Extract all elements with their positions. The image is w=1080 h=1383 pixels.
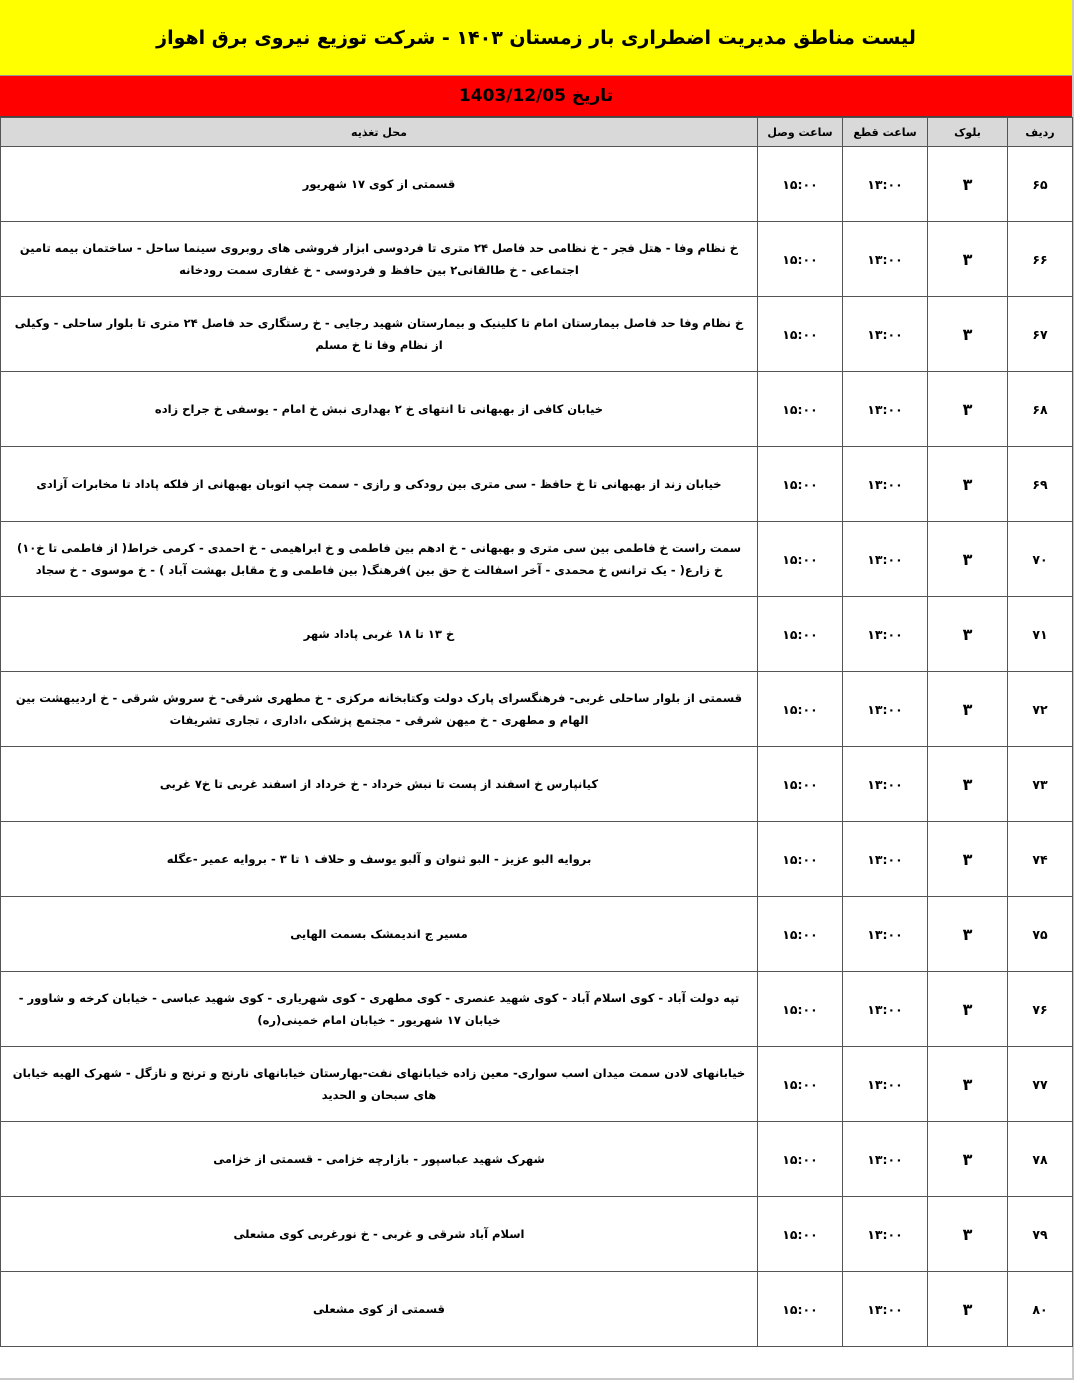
block-cell: ۳: [928, 147, 1008, 222]
connect-time-cell: ۱۵:۰۰: [758, 1272, 843, 1347]
block-cell: ۳: [928, 1197, 1008, 1272]
connect-time-cell: ۱۵:۰۰: [758, 1197, 843, 1272]
cut-time-cell: ۱۳:۰۰: [843, 1122, 928, 1197]
area-cell: سمت راست خ فاطمی بین سی متری و بهبهانی - خ ادهم بین فاطمی و خ ابراهیمی - خ احمدی - کرمی خراط( از فاطمی تا خ۱۰) خ زارع( - یک ترانس خ محمدی - آخر اسفالت خ حق بین )فرهنگ( بین فاطمی و خ مقابل بهشت آباد ) - خ موسوی - خ سجاد: [1, 522, 758, 597]
area-cell: قسمتی از بلوار ساحلی غربی- فرهنگسرای پارک دولت وکتابخانه مرکزی - خ مطهری شرقی- خ سروش شرقی - خ اردیبهشت بین الهام و مطهری - خ میهن شرقی - مجتمع پزشکی ،اداری ، تجاری تشریفات: [1, 672, 758, 747]
connect-time-cell: ۱۵:۰۰: [758, 672, 843, 747]
table-row: [1, 597, 1073, 672]
table-row: [1, 672, 1073, 747]
row-number-cell: ۷۷: [1008, 1047, 1073, 1122]
connect-time-cell: ۱۵:۰۰: [758, 597, 843, 672]
row-number-cell: ۷۵: [1008, 897, 1073, 972]
connect-time-cell: ۱۵:۰۰: [758, 972, 843, 1047]
block-cell: ۳: [928, 972, 1008, 1047]
area-cell: کیانپارس خ اسفند از پست تا نبش خرداد - خ خرداد از اسفند غربی تا خ۷ غربی: [1, 747, 758, 822]
table-row: [1, 897, 1073, 972]
block-cell: ۳: [928, 447, 1008, 522]
block-cell: ۳: [928, 222, 1008, 297]
cut-time-cell: ۱۳:۰۰: [843, 747, 928, 822]
block-cell: ۳: [928, 372, 1008, 447]
cut-time-cell: ۱۳:۰۰: [843, 597, 928, 672]
row-number-cell: ۶۸: [1008, 372, 1073, 447]
table-row: [1, 1272, 1073, 1347]
cut-time-cell: ۱۳:۰۰: [843, 1272, 928, 1347]
cut-time-cell: ۱۳:۰۰: [843, 1197, 928, 1272]
table-row: [1, 522, 1073, 597]
connect-time-cell: ۱۵:۰۰: [758, 1122, 843, 1197]
area-cell: خیابانهای لادن سمت میدان اسب سواری- معین زاده خیابانهای نفت-بهارستان خیابانهای نارنج و ترنج و نازگل - شهرک الهیه خیابان های سبحان و الحدید: [1, 1047, 758, 1122]
row-number-cell: ۶۶: [1008, 222, 1073, 297]
row-number-cell: ۷۳: [1008, 747, 1073, 822]
block-cell: ۳: [928, 747, 1008, 822]
connect-time-cell: ۱۵:۰۰: [758, 747, 843, 822]
connect-time-cell: ۱۵:۰۰: [758, 1047, 843, 1122]
row-number-cell: ۶۵: [1008, 147, 1073, 222]
connect-time-cell: ۱۵:۰۰: [758, 372, 843, 447]
area-cell: قسمتی از کوی مشعلی: [1, 1272, 758, 1347]
table-row: [1, 972, 1073, 1047]
document-title: [0, 0, 1072, 76]
block-cell: ۳: [928, 297, 1008, 372]
row-number-cell: ۸۰: [1008, 1272, 1073, 1347]
block-cell: ۳: [928, 597, 1008, 672]
table-row: [1, 1122, 1073, 1197]
block-cell: ۳: [928, 897, 1008, 972]
row-number-cell: ۶۹: [1008, 447, 1073, 522]
cut-time-cell: ۱۳:۰۰: [843, 372, 928, 447]
cut-time-cell: ۱۳:۰۰: [843, 297, 928, 372]
table-row: [1, 222, 1073, 297]
block-cell: ۳: [928, 1122, 1008, 1197]
row-number-cell: ۷۹: [1008, 1197, 1073, 1272]
col-header-cut-time: ساعت قطع: [843, 118, 928, 147]
area-cell: قسمتی از کوی ۱۷ شهریور: [1, 147, 758, 222]
connect-time-cell: ۱۵:۰۰: [758, 297, 843, 372]
row-number-cell: ۷۶: [1008, 972, 1073, 1047]
table-row: [1, 747, 1073, 822]
cut-time-cell: ۱۳:۰۰: [843, 672, 928, 747]
row-number-cell: ۷۲: [1008, 672, 1073, 747]
row-number-cell: ۷۱: [1008, 597, 1073, 672]
area-cell: اسلام آباد شرقی و غربی - خ نورغربی کوی مشعلی: [1, 1197, 758, 1272]
block-cell: ۳: [928, 1047, 1008, 1122]
table-row: [1, 447, 1073, 522]
row-number-cell: ۷۸: [1008, 1122, 1073, 1197]
table-row: [1, 1197, 1073, 1272]
col-header-row: ردیف: [1008, 118, 1073, 147]
area-cell: خیابان زند از بهبهانی تا خ حافظ - سی متری بین رودکی و رازی - سمت چپ اتوبان بهبهانی از فلکه پاداد تا مخابرات آزادی: [1, 447, 758, 522]
table-body: [1, 147, 1073, 1347]
col-header-connect-time: ساعت وصل: [758, 118, 843, 147]
area-cell: بروایه البو عزیز - البو ثنوان و آلبو یوسف و حلاف ۱ تا ۳ - بروایه عمیر -عگله: [1, 822, 758, 897]
block-cell: ۳: [928, 1272, 1008, 1347]
connect-time-cell: ۱۵:۰۰: [758, 222, 843, 297]
cut-time-cell: ۱۳:۰۰: [843, 1047, 928, 1122]
area-cell: خ نظام وفا - هتل فجر - خ نظامی حد فاصل ۲۴ متری تا فردوسی ابزار فروشی های روبروی سینما ساحل - ساختمان بیمه تامین اجتماعی - خ طالقانی۲ بین حافظ و فردوسی - خ غفاری سمت رودخانه: [1, 222, 758, 297]
date-text: تاریخ 1403/12/05: [458, 86, 614, 106]
cut-time-cell: ۱۳:۰۰: [843, 822, 928, 897]
col-header-block: بلوک: [928, 118, 1008, 147]
area-cell: خیابان کافی از بهبهانی تا انتهای خ ۲ بهداری نبش خ امام - یوسفی خ جراح زاده: [1, 372, 758, 447]
row-number-cell: ۶۷: [1008, 297, 1073, 372]
row-number-cell: ۷۴: [1008, 822, 1073, 897]
connect-time-cell: ۱۵:۰۰: [758, 147, 843, 222]
block-cell: ۳: [928, 672, 1008, 747]
cut-time-cell: ۱۳:۰۰: [843, 147, 928, 222]
area-cell: خ ۱۳ تا ۱۸ غربی پاداد شهر: [1, 597, 758, 672]
cut-time-cell: ۱۳:۰۰: [843, 897, 928, 972]
table-row: [1, 147, 1073, 222]
cut-time-cell: ۱۳:۰۰: [843, 222, 928, 297]
cut-time-cell: ۱۳:۰۰: [843, 522, 928, 597]
cut-time-cell: ۱۳:۰۰: [843, 447, 928, 522]
document-title-text: لیست مناطق مدیریت اضطراری بار زمستان ۱۴۰۳ - شرکت توزیع نیروی برق اهواز: [156, 26, 916, 49]
row-number-cell: ۷۰: [1008, 522, 1073, 597]
col-header-area: محل تغذیه: [1, 118, 758, 147]
connect-time-cell: ۱۵:۰۰: [758, 447, 843, 522]
connect-time-cell: ۱۵:۰۰: [758, 897, 843, 972]
block-cell: ۳: [928, 522, 1008, 597]
area-cell: خ نظام وفا حد فاصل بیمارستان امام تا کلینیک و بیمارستان شهید رجایی - خ رستگاری حد فاصل ۲۴ متری تا بلوار ساحلی - وکیلی از نظام وفا تا خ مسلم: [1, 297, 758, 372]
table-row: [1, 297, 1073, 372]
area-cell: مسیر ج اندیمشک بسمت الهایی: [1, 897, 758, 972]
table-row: [1, 1047, 1073, 1122]
area-cell: تپه دولت آباد - کوی اسلام آباد - کوی شهید عنصری - کوی مطهری - کوی شهریاری - کوی شهید عباسی - خیابان کرخه و شاوور - خیابان ۱۷ شهریور - خیابان امام خمینی(ره): [1, 972, 758, 1047]
schedule-table: [0, 117, 1073, 1347]
connect-time-cell: ۱۵:۰۰: [758, 822, 843, 897]
date-banner: [0, 76, 1072, 117]
table-row: [1, 822, 1073, 897]
block-cell: ۳: [928, 822, 1008, 897]
area-cell: شهرک شهید عباسپور - بازارچه خزامی - قسمتی از خزامی: [1, 1122, 758, 1197]
cut-time-cell: ۱۳:۰۰: [843, 972, 928, 1047]
connect-time-cell: ۱۵:۰۰: [758, 522, 843, 597]
table-row: [1, 372, 1073, 447]
table-header-row: [1, 118, 1073, 147]
